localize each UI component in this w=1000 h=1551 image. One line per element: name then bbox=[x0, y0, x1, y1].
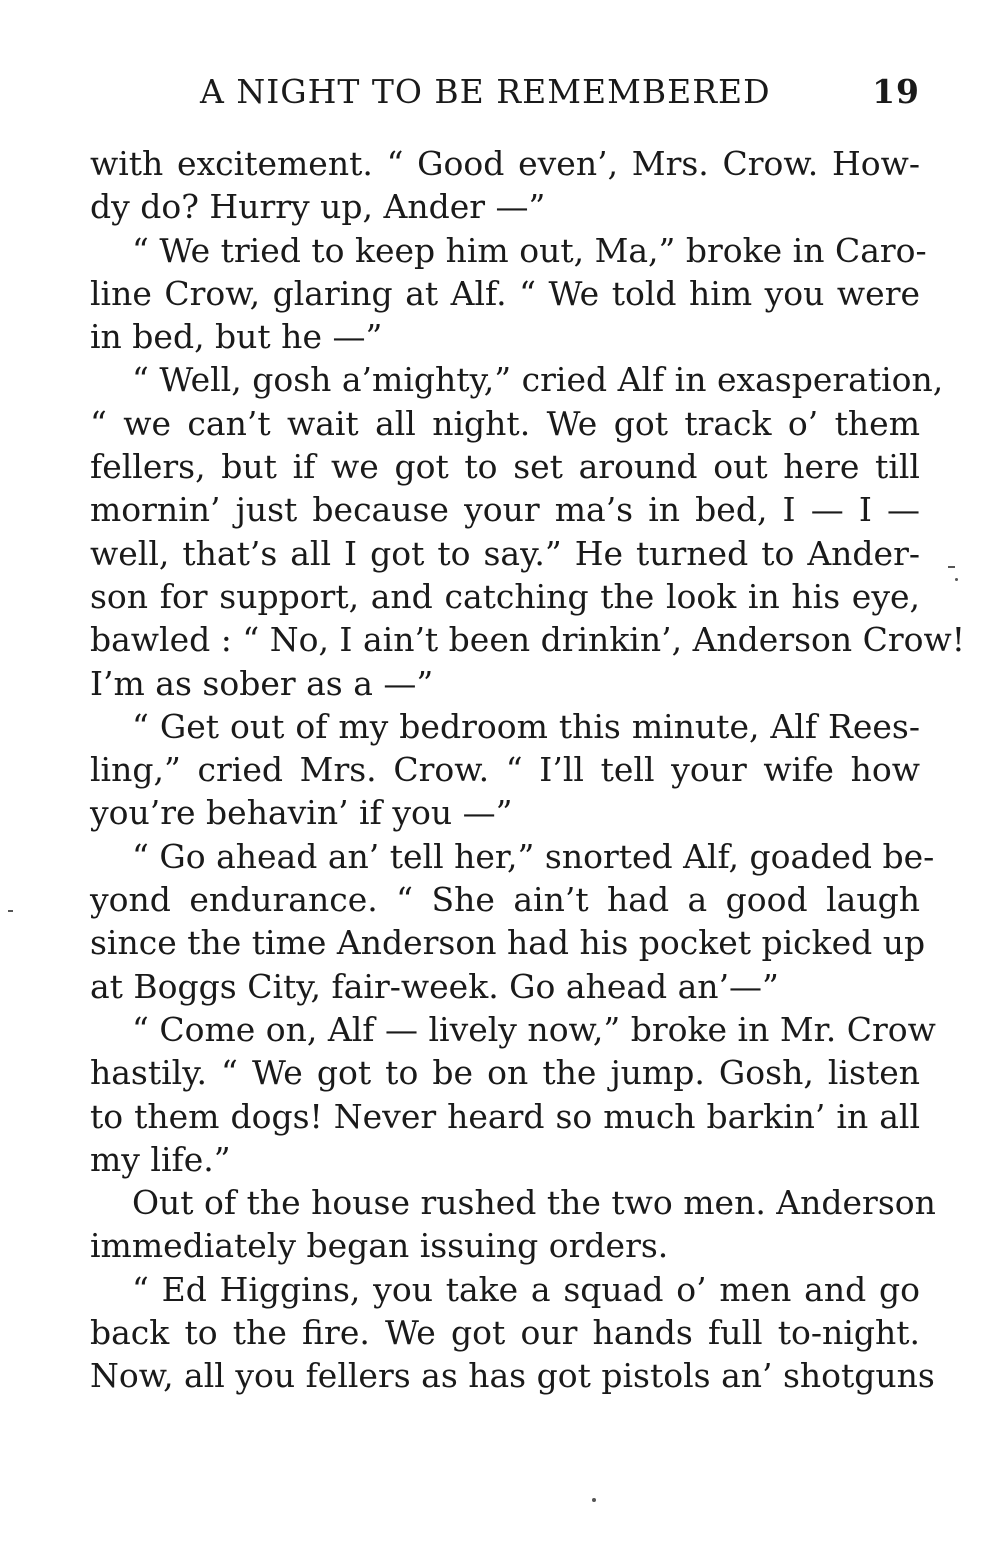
text-line: yond endurance. “ She ain’t had a good laugh bbox=[90, 880, 920, 920]
text-line: fellers, but if we got to set around out here till bbox=[90, 447, 920, 487]
text-line: line Crow, glaring at Alf. “ We told him you were bbox=[90, 273, 920, 313]
text-line: Out of the house rushed the two men. Anderson bbox=[132, 1183, 936, 1223]
page-body bbox=[90, 142, 966, 1398]
text-line: at Boggs City, fair-week. Go ahead an’—” bbox=[90, 966, 779, 1006]
text-line: “ Come on, Alf — lively now,” broke in Mr. Crow bbox=[132, 1009, 936, 1049]
text-line: “ we can’t wait all night. We got track o’ them bbox=[90, 403, 920, 443]
text-line: well, that’s all I got to say.” He turned to Ander- bbox=[90, 533, 920, 573]
text-line: my life.” bbox=[90, 1139, 231, 1179]
text-line: hastily. “ We got to be on the jump. Gosh, listen bbox=[90, 1053, 920, 1093]
text-line: back to the fire. We got our hands full to-night. bbox=[90, 1313, 920, 1353]
text-line: son for support, and catching the look in his eye, bbox=[90, 576, 920, 616]
scan-speck bbox=[8, 910, 13, 912]
text-line: with excitement. “ Good even’, Mrs. Crow. How- bbox=[90, 144, 920, 183]
text-line: since the time Anderson had his pocket picked up bbox=[90, 923, 926, 963]
scan-speck bbox=[948, 566, 955, 568]
text-line: “ Get out of my bedroom this minute, Alf Rees- bbox=[132, 706, 920, 746]
text-line: ling,” cried Mrs. Crow. “ I’ll tell your wife how bbox=[90, 750, 920, 790]
text-line: “ Well, gosh a’mighty,” cried Alf in exasperation, bbox=[132, 360, 944, 400]
scan-speck bbox=[592, 1498, 596, 1502]
text-line: dy do? Hurry up, Ander —” bbox=[90, 187, 546, 227]
text-line: to them dogs! Never heard so much barkin’ in all bbox=[90, 1096, 920, 1136]
text-line: you’re behavin’ if you —” bbox=[90, 793, 513, 833]
text-line: immediately began issuing orders. bbox=[90, 1226, 669, 1266]
text-line: I’m as sober as a —” bbox=[90, 663, 434, 703]
scan-speck bbox=[955, 578, 958, 581]
text-line: “ Go ahead an’ tell her,” snorted Alf, goaded be- bbox=[132, 836, 935, 876]
text-line: mornin’ just because your ma’s in bed, I — I — bbox=[90, 490, 920, 530]
running-header bbox=[90, 70, 920, 114]
text-line: “ We tried to keep him out, Ma,” broke in Caro- bbox=[132, 230, 927, 270]
text-line: Now, all you fellers as has got pistols an’ shotguns bbox=[90, 1356, 935, 1396]
page-number: 19 bbox=[872, 72, 920, 111]
text-line: bawled : “ No, I ain’t been drinkin’, Anderson Crow! bbox=[90, 620, 966, 660]
text-line: in bed, but he —” bbox=[90, 317, 383, 357]
text-line: “ Ed Higgins, you take a squad o’ men and go bbox=[132, 1269, 920, 1309]
chapter-title: A NIGHT TO BE REMEMBERED bbox=[200, 72, 771, 111]
